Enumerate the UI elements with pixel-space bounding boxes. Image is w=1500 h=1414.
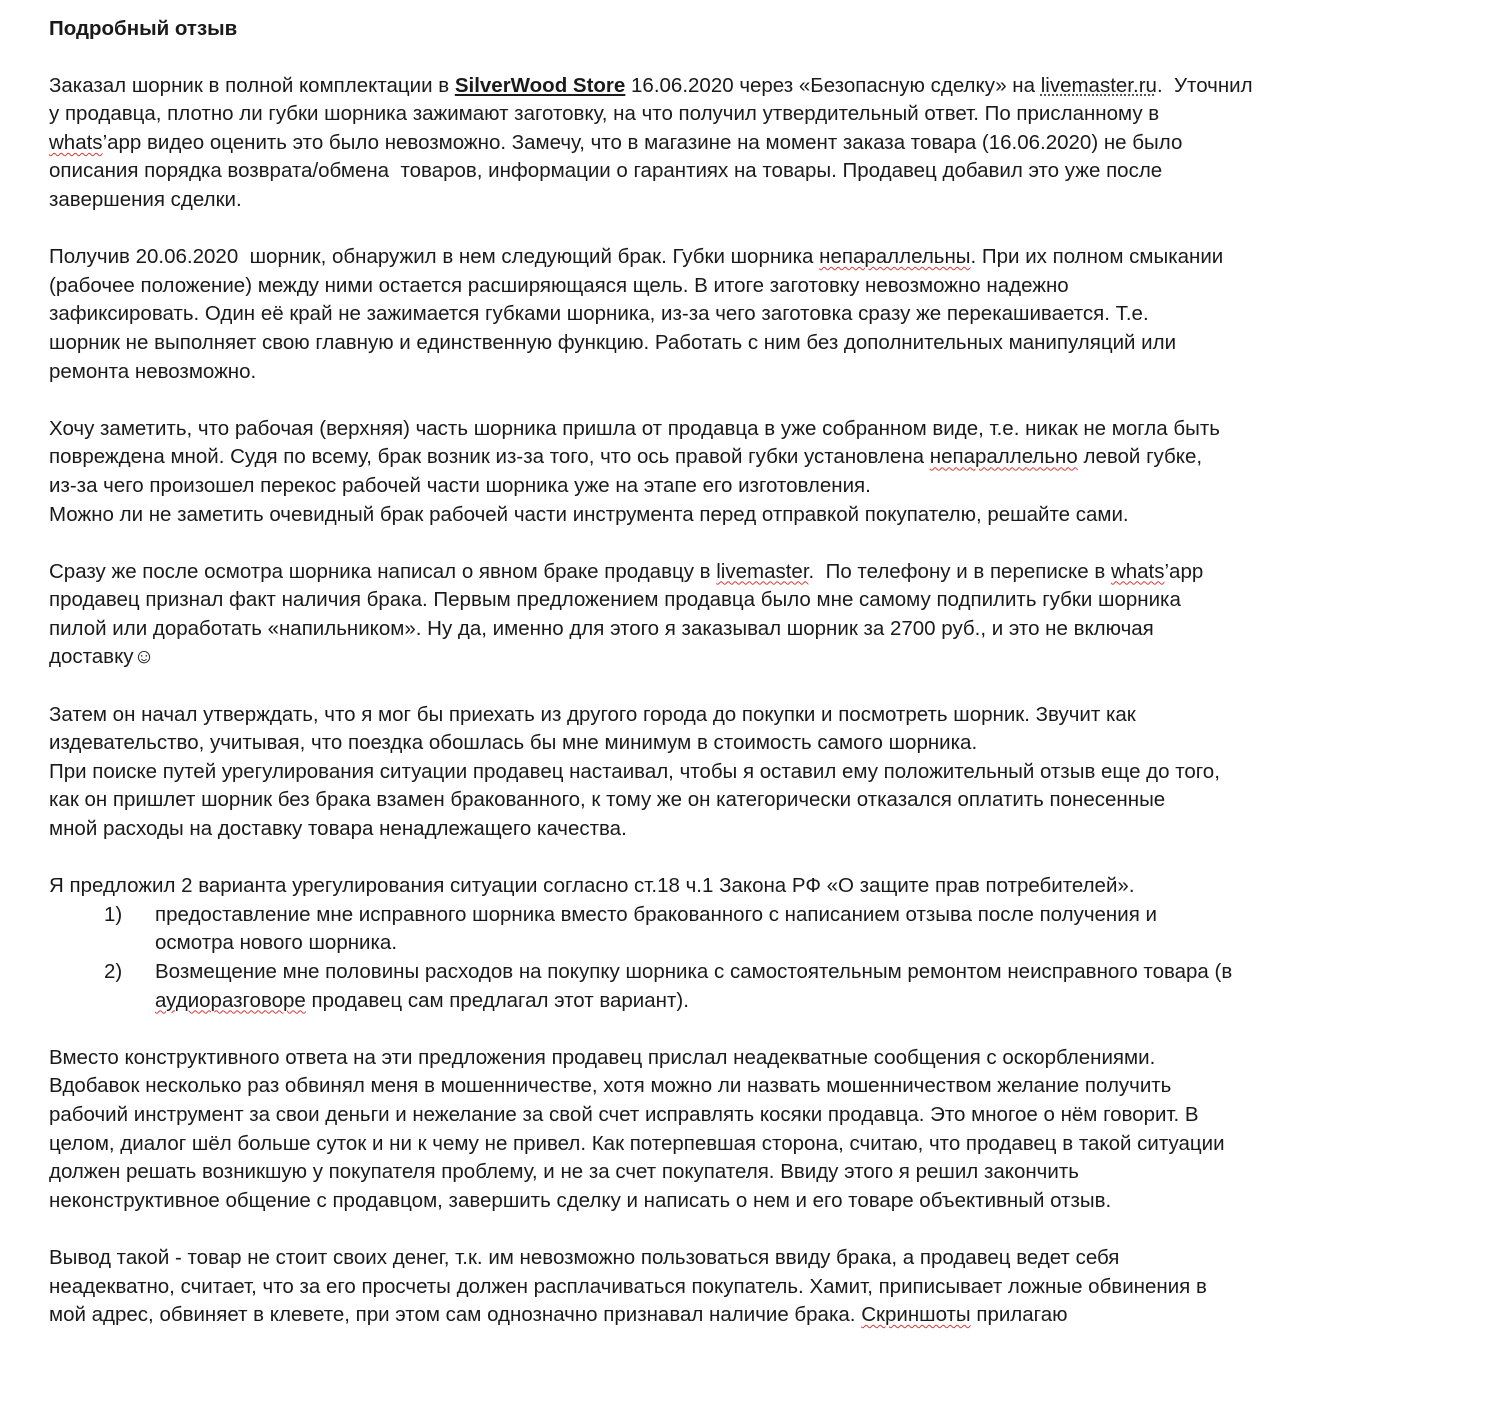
document-title: Подробный отзыв (49, 17, 238, 40)
list-text: осмотра нового шорника. (155, 931, 398, 955)
text-line: у продавца, плотно ли губки шорника зажимают заготовку, на что получил утвердительный ответ. По присланному в (49, 102, 1160, 126)
list-item (49, 958, 1449, 1015)
text-span: ’app видео оценить это было невозможно. Замечу, что в магазине на момент заказа товара (16.06.2020) не было (102, 130, 1183, 154)
text-span: левой губке, (1077, 445, 1203, 469)
text-line: (рабочее положение) между ними остается расширяющаяся щель. В итоге заготовку невозможно надежно (49, 273, 1069, 297)
text-line: Вдобавок несколько раз обвинял меня в мошенничестве, хотя можно ли назвать мошенничеством желание получить (49, 1074, 1172, 1098)
text-line: Затем он начал утверждать, что я мог бы приехать из другого города до покупки и посмотреть шорник. Звучит как (49, 702, 1136, 726)
text-span: . По телефону и в переписке в (808, 559, 1111, 583)
blank-line (49, 215, 1449, 244)
text-line: описания порядка возврата/обмена товаров, информации о гарантиях на товары. Продавец добавил это уже после (49, 159, 1163, 183)
text-line: Вместо конструктивного ответа на эти предложения продавец прислал неадекватные сообщения с оскорблениями. (49, 1045, 1156, 1069)
spellcheck-word: whats (1110, 559, 1165, 583)
text-line (49, 558, 1449, 587)
paragraph-dispute (49, 701, 1449, 844)
blank-line (49, 43, 1449, 72)
spellcheck-word: непараллельны (819, 245, 971, 269)
list-line (49, 958, 1449, 987)
text-line: Хочу заметить, что рабочая (верхняя) часть шорника пришла от продавца в уже собранном виде, т.е. никак не могла быть (49, 416, 1220, 440)
text-line (49, 1301, 1449, 1330)
text-line: Можно ли не заметить очевидный брак рабочей части инструмента перед отправкой покупателю, решайте сами. (49, 502, 1129, 526)
text-span: мой адрес, обвиняет в клевете, при этом сам однозначно признавал наличие брака. (49, 1303, 862, 1327)
text-line: неадекватно, считает, что за его просчеты должен расплачиваться покупатель. Хамит, приписывает ложные обвинения в (49, 1274, 1207, 1298)
text-line: шорник не выполняет свою главную и единственную функцию. Работать с ним без дополнительных манипуляций или (49, 330, 1177, 354)
text-line: пилой или доработать «напильником». Ну да, именно для этого я заказывал шорник за 2700 руб., и это не включая (49, 616, 1154, 640)
text-line: продавец признал факт наличия брака. Первым предложением продавца было мне самому подпилить губки шорника (49, 588, 1181, 612)
text-line (49, 243, 1449, 272)
spellcheck-word: Скриншоты (861, 1303, 971, 1327)
text-line (49, 72, 1449, 101)
text-line (49, 443, 1449, 472)
paragraph-response (49, 1044, 1449, 1216)
text-line: как он пришлет шорник без брака взамен бракованного, к тому же он категорически отказался оплатить понесенные (49, 788, 1166, 812)
blank-line (49, 386, 1449, 415)
text-line: При поиске путей урегулирования ситуации продавец настаивал, чтобы я оставил ему положительный отзыв еще до того, (49, 759, 1220, 783)
text-line: неконструктивное общение с продавцом, завершить сделку и написать о нем и его товаре объективный отзыв. (49, 1188, 1112, 1212)
text-line: издевательство, учитывая, что поездка обошлась бы мне минимум в стоимость самого шорника. (49, 731, 978, 755)
store-name: SilverWood Store (454, 73, 626, 97)
paragraph-conclusion (49, 1244, 1449, 1330)
text-line: ремонта невозможно. (49, 359, 257, 383)
text-span: прилагаю (970, 1303, 1068, 1327)
spellcheck-word: непараллельно (929, 445, 1078, 469)
list-text (155, 987, 689, 1016)
text-span: повреждена мной. Судя по всему, брак возник из-за того, что ось правой губки установлена (49, 445, 930, 469)
text-line: завершения сделки. (49, 187, 242, 211)
text-line: Я предложил 2 варианта урегулирования ситуации согласно ст.18 ч.1 Закона РФ «О защите прав потребителей». (49, 874, 1135, 898)
blank-line (49, 1015, 1449, 1044)
review-document (49, 14, 1449, 1330)
text-line: зафиксировать. Один её край не зажимается губками шорника, из-за чего заготовка сразу же перекашивается. Т.е. (49, 302, 1149, 326)
text-span: Заказал шорник в полной комплектации в (49, 73, 455, 97)
list-line (49, 987, 1449, 1016)
text-line: целом, диалог шёл больше суток и ни к чему не привел. Как потерпевшая сторона, считаю, что продавец в такой ситуации (49, 1131, 1225, 1155)
text-line: рабочий инструмент за свои деньги и нежелание за свой счет исправлять косяки продавца. Это многое о нём говорит. В (49, 1102, 1199, 1126)
list-number: 2) (104, 960, 123, 983)
list-item (49, 901, 1449, 958)
text-line: Вывод такой - товар не стоит своих денег, т.к. им невозможно пользоваться ввиду брака, а продавец ведет себя (49, 1245, 1120, 1269)
paragraph-defect (49, 243, 1449, 386)
list-text: Возмещение мне половины расходов на покупку шорника с самостоятельным ремонтом неисправного товара (в (155, 960, 1233, 983)
spellcheck-word: livemaster (716, 559, 809, 583)
text-span: . При их полном смыкании (970, 245, 1224, 269)
paragraph-cause (49, 415, 1449, 529)
text-line (49, 129, 1449, 158)
paragraph-contact (49, 558, 1449, 672)
text-line: доставку☺ (49, 645, 155, 669)
list-text: предоставление мне исправного шорника вместо бракованного с написанием отзыва после получения и (155, 902, 1157, 926)
paragraph-order (49, 72, 1449, 215)
text-line: должен решать возникшую у покупателя проблему, и не за счет покупателя. Ввиду этого я решил закончить (49, 1160, 1079, 1184)
blank-line (49, 529, 1449, 558)
paragraph-options (49, 872, 1449, 1015)
list-line (49, 901, 1449, 930)
site-name: livemaster.ru (1040, 73, 1157, 97)
spellcheck-word: whats (49, 130, 103, 154)
numbered-list (49, 901, 1449, 1015)
text-span: ’app (1164, 559, 1204, 583)
spellcheck-word: аудиоразговоре (155, 988, 306, 1012)
text-span: 16.06.2020 через «Безопасную сделку» на (625, 73, 1041, 97)
text-line: мной расходы на доставку товара ненадлежащего качества. (49, 817, 627, 841)
list-number: 1) (104, 902, 123, 926)
text-span: Получив 20.06.2020 шорник, обнаружил в нем следующий брак. Губки шорника (49, 245, 820, 269)
blank-line (49, 1215, 1449, 1244)
blank-line (49, 844, 1449, 873)
text-span: продавец сам предлагал этот вариант). (305, 988, 689, 1012)
blank-line (49, 672, 1449, 701)
text-line: из-за чего произошел перекос рабочей части шорника уже на этапе его изготовления. (49, 473, 871, 497)
list-line (49, 929, 1449, 958)
text-span: . Уточнил (1156, 73, 1253, 97)
text-span: Сразу же после осмотра шорника написал о явном браке продавцу в (49, 559, 717, 583)
